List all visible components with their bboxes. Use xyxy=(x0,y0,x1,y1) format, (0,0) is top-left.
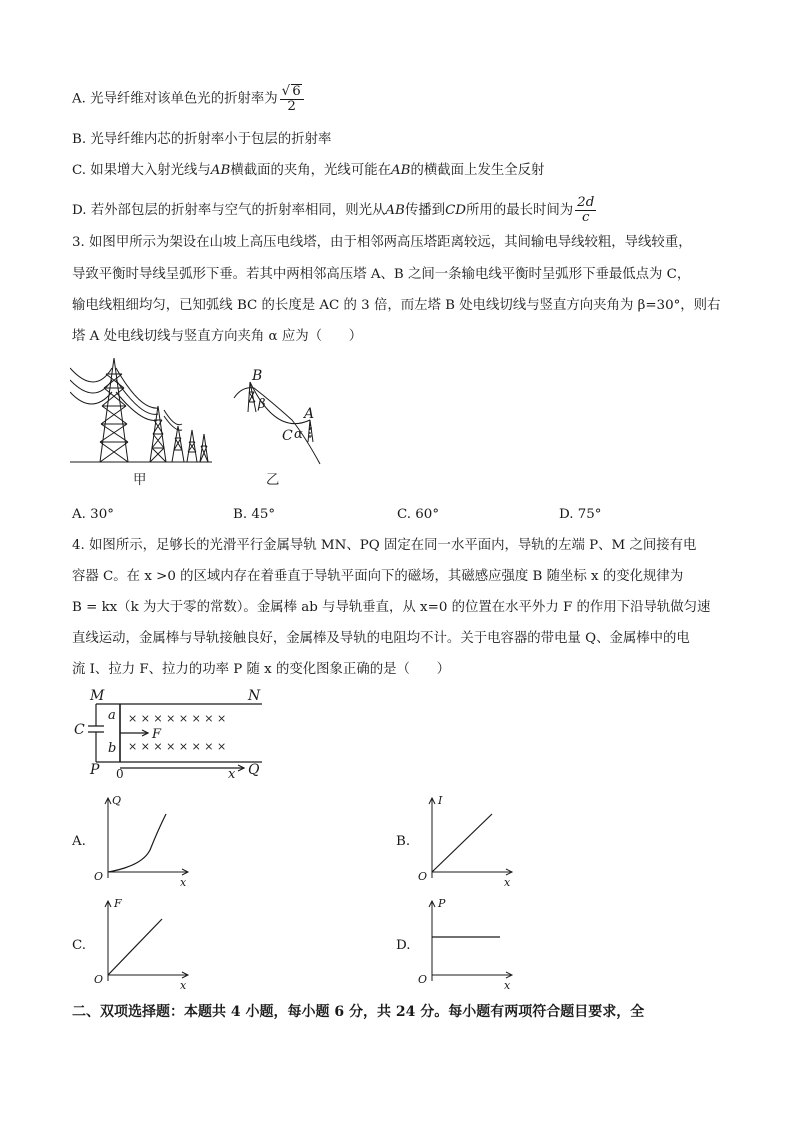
q2-option-a xyxy=(72,84,304,114)
svg-text:O: O xyxy=(418,870,428,883)
graph-a-q-vs-x xyxy=(92,790,192,890)
figure-yi-label-c: C xyxy=(282,428,293,444)
q3-option-c: C. 60° xyxy=(397,507,440,522)
svg-text:Q: Q xyxy=(112,794,122,807)
q3-line-1: 3. 如图甲所示为架设在山坡上高压电线塔，由于相邻两高压塔距离较远，其间输电导线较粗，导线较重， xyxy=(72,235,692,250)
q4-line-4: 直线运动，金属棒与导轨接触良好，金属棒及导轨的电阻均不计。关于电容器的带电量 Q、金属棒中的电 xyxy=(72,631,690,646)
q3-option-b: B. 45° xyxy=(233,507,276,522)
svg-text:O: O xyxy=(418,973,428,986)
figure-jia-towers xyxy=(70,358,220,470)
q4-line-1: 4. 如图所示，足够长的光滑平行金属导轨 MN、PQ 固定在同一水平面内，导轨的左端 P、M 之间接有电 xyxy=(72,538,697,553)
q2-option-c: C. 如果增大入射光线与AB横截面的夹角，光线可能在AB的横截面上发生全反射 xyxy=(72,163,545,178)
svg-text:O: O xyxy=(94,973,104,986)
force-label-f: F xyxy=(152,727,162,742)
figure-yi-slope xyxy=(232,362,328,468)
q3-option-d: D. 75° xyxy=(559,507,602,522)
figure-yi-label-alpha: α xyxy=(294,427,303,442)
axis-label-x: x xyxy=(228,767,236,780)
figure-yi-caption: 乙 xyxy=(266,473,280,488)
q4-line-3: B = kx（k 为大于零的常数）。金属棒 ab 与导轨垂直，从 x=0 的位置在水平外力 F 的作用下沿导轨做匀速 xyxy=(72,600,711,615)
section-2-heading: 二、双项选择题：本题共 4 小题，每小题 6 分，共 24 分。每小题有两项符合题目要求，全 xyxy=(72,1004,645,1020)
rod-label-a: a xyxy=(108,708,116,723)
rail-label-n: N xyxy=(248,688,261,704)
graph-d-label: D. xyxy=(396,938,411,953)
svg-text:P: P xyxy=(438,897,446,910)
graph-c-f-vs-x xyxy=(92,893,192,993)
rod-label-b: b xyxy=(108,741,117,756)
magnetic-field-row-top: × × × × × × × × xyxy=(128,712,227,725)
q2-option-a-text: A. 光导纤维对该单色光的折射率为 xyxy=(72,91,278,107)
q4-line-2: 容器 C。在 x >0 的区域内存在着垂直于导轨平面向下的磁场，其磁感应强度 B 随坐标 x 的变化规律为 xyxy=(72,569,684,584)
graph-b-label: B. xyxy=(396,834,411,849)
rail-label-c: C xyxy=(74,722,85,738)
figure-jia-caption: 甲 xyxy=(133,473,147,488)
svg-text:I: I xyxy=(438,794,443,807)
svg-text:x: x xyxy=(504,979,511,992)
q3-option-a: A. 30° xyxy=(72,507,114,522)
svg-text:x: x xyxy=(180,979,187,992)
q2-option-a-fraction: $\frac{√ 6}{2}$ xyxy=(280,84,304,114)
svg-text:F: F xyxy=(114,897,122,910)
q4-line-5: 流 I、拉力 F、拉力的功率 P 随 x 的变化图象正确的是（ ） xyxy=(72,662,451,677)
rail-label-q: Q xyxy=(248,762,260,778)
svg-text:O: O xyxy=(94,870,104,883)
q3-line-3: 输电线粗细均匀，已知弧线 BC 的长度是 AC 的 3 倍，而左塔 B 处电线切线与竖直方向夹角为 β=30°，则右 xyxy=(72,298,721,313)
origin-label-zero: 0 xyxy=(116,767,124,780)
rail-label-m: M xyxy=(90,688,105,704)
q4-rail-diagram xyxy=(72,688,272,780)
figure-yi-label-b: B xyxy=(252,368,263,384)
svg-text:x: x xyxy=(180,876,187,889)
q2-option-d-fraction: $\frac{2d}{c}$ xyxy=(577,195,595,225)
q2-option-b: B. 光导纤维内芯的折射率小于包层的折射率 xyxy=(72,132,332,147)
q3-line-2: 导致平衡时导线呈弧形下垂。若其中两相邻高压塔 A、B 之间一条输电线平衡时呈弧形下垂最低点为 C， xyxy=(72,267,691,282)
graph-c-label: C. xyxy=(72,938,87,953)
q2-option-d: D. 若外部包层的折射率与空气的折射率相同，则光从AB传播到CD所用的最长时间为 $\frac{2d}{c}$ xyxy=(72,195,595,225)
graph-d-p-vs-x xyxy=(416,893,516,993)
graph-a-label: A. xyxy=(72,834,86,849)
svg-text:x: x xyxy=(504,876,511,889)
figure-yi-label-a: A xyxy=(304,406,315,422)
graph-b-i-vs-x xyxy=(416,790,516,890)
rail-label-p: P xyxy=(90,762,100,778)
magnetic-field-row-bottom: × × × × × × × × xyxy=(128,740,227,753)
q3-line-4: 塔 A 处电线切线与竖直方向夹角 α 应为（ ） xyxy=(72,329,363,344)
figure-yi-label-beta: β xyxy=(258,397,266,412)
